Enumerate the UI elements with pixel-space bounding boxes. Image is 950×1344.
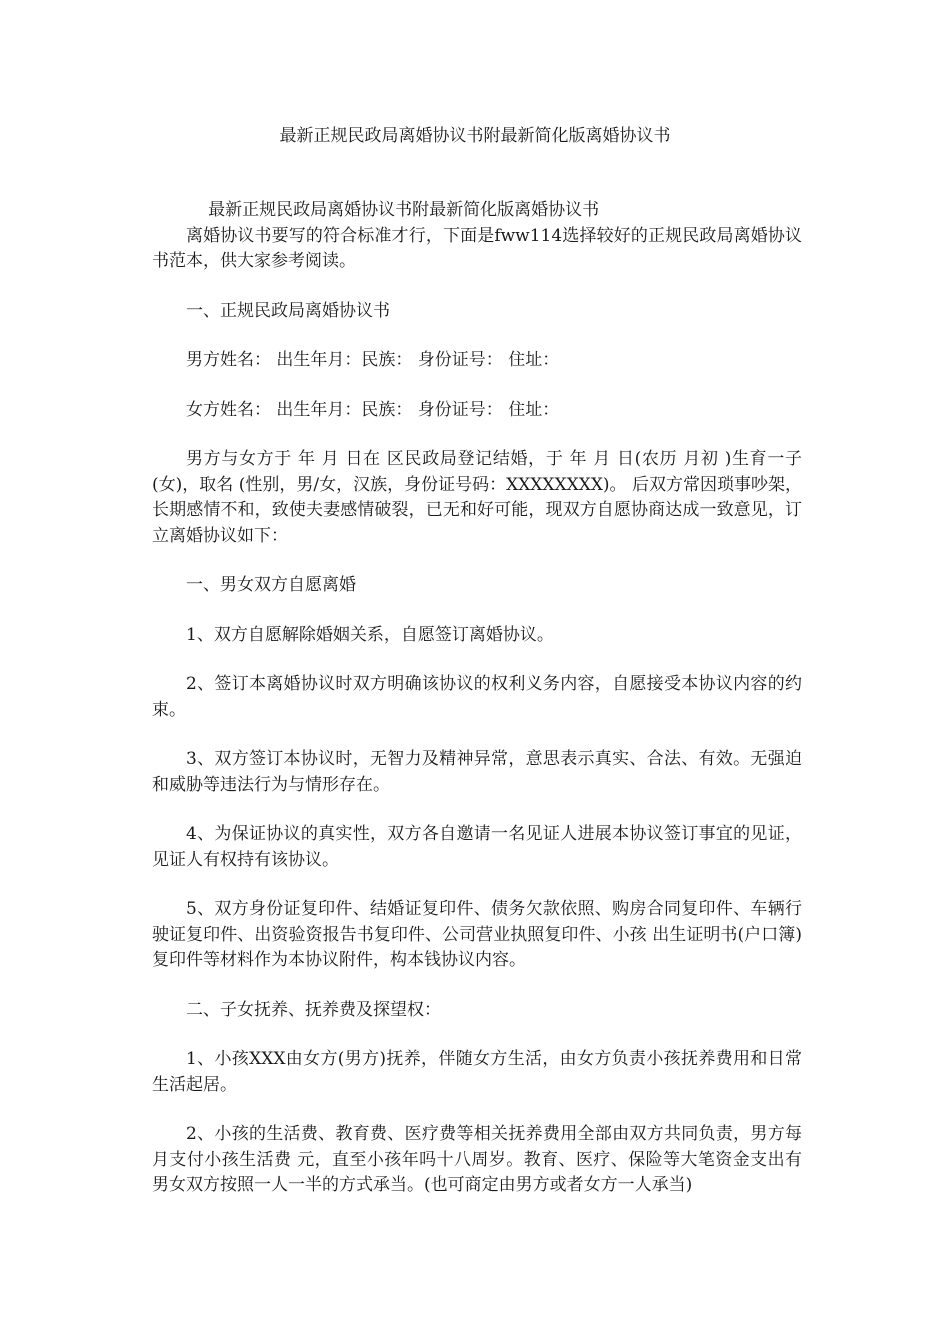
document-body [152, 198, 802, 1199]
intro-paragraph: 离婚协议书要写的符合标准才行，下面是fww114选择较好的正规民政局离婚协议书范本，供大家参考阅读。 [152, 225, 802, 271]
clause-two-item: 1、小孩XXX由女方(男方)抚养，伴随女方生活，由女方负责小孩抚养费用和日常生活起居。 [152, 1049, 802, 1095]
document-title: 最新正规民政局离婚协议书附最新简化版离婚协议书 [279, 126, 671, 146]
document-subtitle: 最新正规民政局离婚协议书附最新简化版离婚协议书 [208, 200, 600, 220]
clause-two-item: 2、小孩的生活费、教育费、医疗费等相关抚养费用全部由双方共同负责，男方每月支付小孩生活费 元，直至小孩年吗十八周岁。教育、医疗、保险等大笔资金支出有男女双方按照一人一半的方式承当。(也可商定由男方或者女方一人承当) [152, 1124, 802, 1195]
section-heading: 一、正规民政局离婚协议书 [186, 300, 390, 321]
clause-one-item: 2、签订本离婚协议时双方明确该协议的权利义务内容，自愿接受本协议内容的约束。 [152, 674, 802, 720]
clause-one-item: 1、双方自愿解除婚姻关系，自愿签订离婚协议。 [186, 624, 554, 645]
clause-one-item: 5、双方身份证复印件、结婚证复印件、债务欠款依照、购房合同复印件、车辆行驶证复印件、出资验资报告书复印件、公司营业执照复印件、小孩 出生证明书(户口簿)复印件等材料作为本协议附件，构本钱协议内容。 [152, 899, 802, 970]
clause-one-item: 4、为保证协议的真实性，双方各自邀请一名见证人进展本协议签订事宜的见证，见证人有权持有该协议。 [152, 824, 802, 870]
female-info-line: 女方姓名： 出生年月：民族： 身份证号： 住址： [186, 399, 560, 420]
clause-one-item: 3、双方签订本协议时，无智力及精神异常，意思表示真实、合法、有效。无强迫和威胁等违法行为与情形存在。 [152, 749, 802, 795]
male-info-line: 男方姓名： 出生年月：民族： 身份证号： 住址： [186, 350, 560, 370]
background-paragraph: 男方与女方于 年 月 日在 区民政局登记结婚，于 年 月 日(农历 月初 )生育一子(女)，取名 (性别，男/女，汉族，身份证号码：XXXXXXXX)。 后双方常因琐事吵架，长期感情不和，致使夫妻感情破裂，已无和好可能，现双方自愿协商达成一致意见，订立离婚协议如下： [152, 449, 802, 546]
clause-one-heading: 一、男女双方自愿离婚 [186, 575, 356, 595]
clause-two-heading: 二、子女抚养、抚养费及探望权： [186, 999, 441, 1020]
